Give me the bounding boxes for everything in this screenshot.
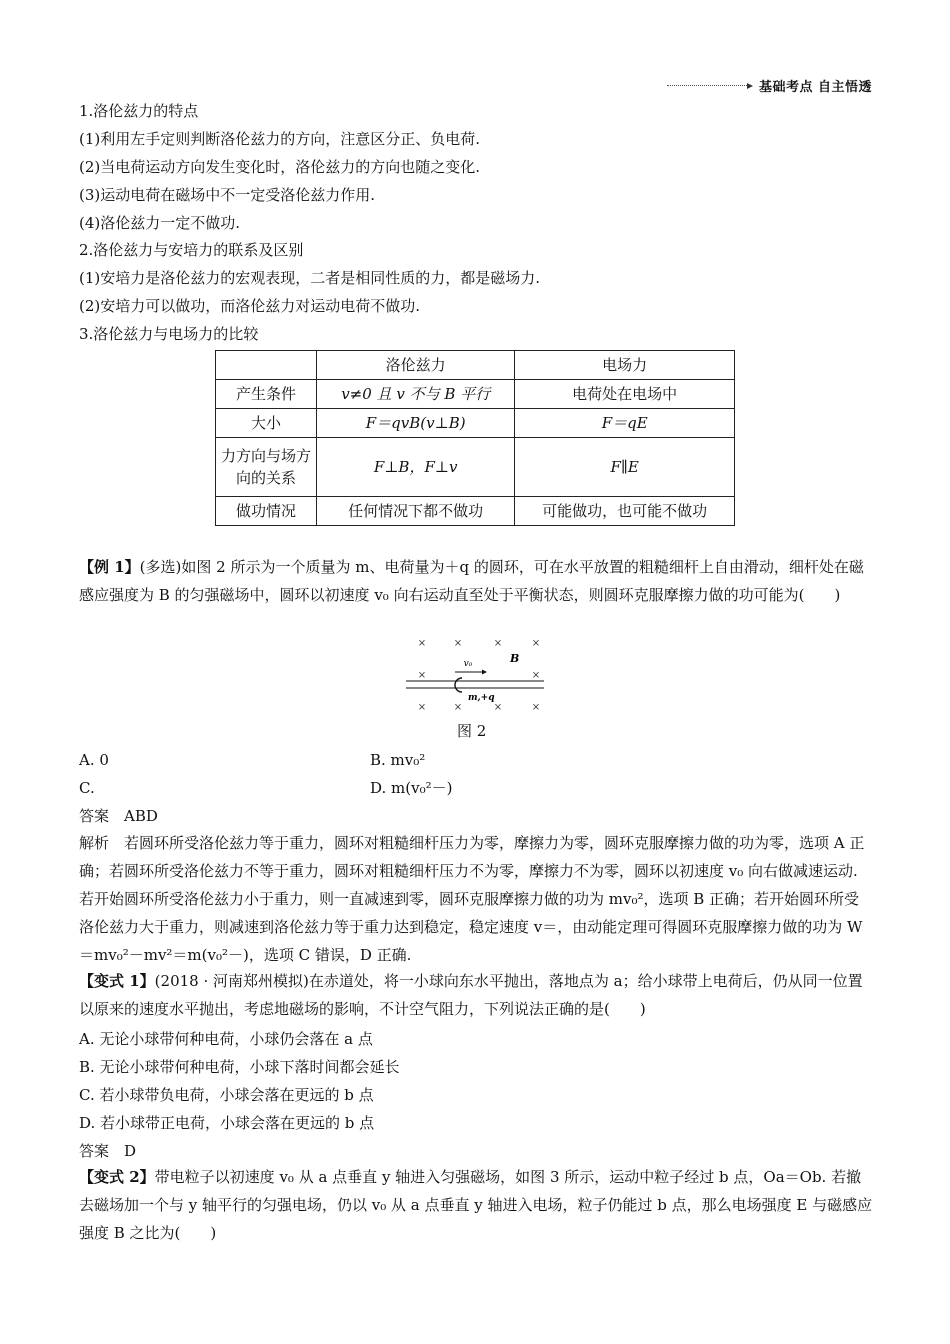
figure-2-caption: 图 2: [457, 722, 487, 740]
table-row-label: 大小: [216, 409, 317, 438]
field-cross-icon: ×: [531, 670, 541, 681]
field-cross-icon: ×: [417, 702, 427, 713]
header-dotted-line: [667, 85, 747, 86]
figure-2: [400, 632, 560, 714]
variant1-option-d: D. 若小球带正电荷，小球会落在更远的 b 点: [79, 1114, 375, 1132]
example1-option-b: B. mv₀²: [370, 751, 426, 769]
ring-label: m,+q: [468, 693, 495, 703]
field-cross-icon: ×: [453, 638, 463, 649]
field-cross-icon: ×: [417, 638, 427, 649]
example1-text: (多选)如图 2 所示为一个质量为 m、电荷量为＋q 的圆环，可在水平放置的粗糙细杆上自由滑动，细杆处在磁感应强度为 B 的匀强磁场中，圆环以初速度 v₀ 向右运动直至处于平衡状态，则圆环克服摩擦力做的功可能为( ): [79, 558, 864, 604]
velocity-arrowhead-icon: [482, 670, 487, 675]
field-cross-icon: ×: [493, 702, 503, 713]
table-cell-electric: F∥E: [515, 438, 735, 497]
example1-option-c: C.: [79, 779, 95, 797]
variant1-text: (2018 · 河南郑州模拟)在赤道处，将一小球向东水平抛出，落地点为 a；给小球带上电荷后，仍从同一位置以原来的速度水平抛出，考虑地磁场的影响，不计空气阻力，下列说法正确的是( ): [79, 972, 863, 1018]
table-cell-lorentz: F＝qvB(v⊥B): [317, 409, 515, 438]
velocity-label: v₀: [463, 659, 473, 669]
table-header-lorentz: 洛伦兹力: [317, 351, 515, 380]
example1-paragraph: [79, 553, 874, 609]
comparison-table: [215, 350, 735, 526]
field-cross-icon: ×: [493, 638, 503, 649]
variant1-option-b: B. 无论小球带何种电荷，小球下落时间都会延长: [79, 1058, 400, 1076]
sec1-item-2: (2)当电荷运动方向发生变化时，洛伦兹力的方向也随之变化.: [79, 158, 481, 176]
table-row: [216, 409, 735, 438]
table-row-label: 做功情况: [216, 497, 317, 526]
sec2-item-2: (2)安培力可以做功，而洛伦兹力对运动电荷不做功.: [79, 297, 421, 315]
ring-icon: [455, 678, 462, 692]
table-row-label: 产生条件: [216, 380, 317, 409]
table-row: [216, 438, 735, 497]
variant1-answer: 答案 D: [79, 1142, 137, 1160]
table-cell-electric: F＝qE: [515, 409, 735, 438]
table-header-row: [216, 351, 735, 380]
sec2-item-1: (1)安培力是洛伦兹力的宏观表现，二者是相同性质的力，都是磁场力.: [79, 269, 541, 287]
table-row-label: 力方向与场方向的关系: [216, 438, 317, 497]
table-cell-lorentz: 任何情况下都不做功: [317, 497, 515, 526]
table-header-corner: [216, 351, 317, 380]
example1-option-a: A. 0: [79, 751, 109, 769]
sec1-title: 1.洛伦兹力的特点: [79, 102, 199, 120]
field-cross-icon: ×: [417, 670, 427, 681]
table-cell-lorentz: F⊥B，F⊥v: [317, 438, 515, 497]
field-label: B: [510, 652, 520, 665]
table-header-electric: 电场力: [515, 351, 735, 380]
variant1-option-a: A. 无论小球带何种电荷，小球仍会落在 a 点: [79, 1030, 373, 1048]
table-row: [216, 497, 735, 526]
sec3-title: 3.洛伦兹力与电场力的比较: [79, 325, 259, 343]
variant2-tag: 【变式 2】: [79, 1168, 155, 1186]
sec1-item-4: (4)洛伦兹力一定不做功.: [79, 214, 241, 232]
sec1-item-3: (3)运动电荷在磁场中不一定受洛伦兹力作用.: [79, 186, 376, 204]
field-cross-icon: ×: [531, 702, 541, 713]
example1-tag: 【例 1】: [79, 558, 140, 576]
field-cross-icon: ×: [453, 702, 463, 713]
variant1-tag: 【变式 1】: [79, 972, 155, 990]
field-cross-icon: ×: [531, 638, 541, 649]
header-arrow-icon: [747, 83, 753, 89]
header-title: 基础考点 自主悟透: [758, 80, 872, 95]
table-cell-electric: 可能做功，也可能不做功: [515, 497, 735, 526]
example1-option-d: D. m(v₀²－): [370, 779, 453, 797]
variant1-paragraph: [79, 967, 874, 1023]
example1-analysis: 解析 若圆环所受洛伦兹力等于重力，圆环对粗糙细杆压力为零，摩擦力为零，圆环克服摩擦力做的功为零，选项 A 正确；若圆环所受洛伦兹力不等于重力，圆环对粗糙细杆压力不为零，摩擦力不为零，圆环以初速度 v₀ 向右做减速运动. 若开始圆环所受洛伦兹力小于重力，则一直减速到零，圆环克服摩擦力做的功为 mv₀²，选项 B 正确；若开始圆环所受洛伦兹力大于重力，则减速到洛伦兹力等于重力达到稳定，稳定速度 v＝，由动能定理可得圆环克服摩擦力做的功为 W＝mv₀²－mv²＝m(v₀²－)，选项 C 错误，D 正确.: [79, 834, 865, 964]
variant2-paragraph: [79, 1163, 874, 1247]
sec2-title: 2.洛伦兹力与安培力的联系及区别: [79, 241, 304, 259]
table-cell-electric: 电荷处在电场中: [515, 380, 735, 409]
example1-answer: 答案 ABD: [79, 807, 158, 825]
sec1-item-1: (1)利用左手定则判断洛伦兹力的方向，注意区分正、负电荷.: [79, 130, 481, 148]
section-header: [667, 76, 872, 95]
variant2-text: 带电粒子以初速度 v₀ 从 a 点垂直 y 轴进入匀强磁场，如图 3 所示，运动中粒子经过 b 点，Oa＝Ob. 若撤去磁场加一个与 y 轴平行的匀强电场，仍以 v₀ 从 a 点垂直 y 轴进入电场，粒子仍能过 b 点，那么电场强度 E 与磁感应强度 B 之比为( ): [79, 1168, 873, 1242]
variant1-option-c: C. 若小球带负电荷，小球会落在更远的 b 点: [79, 1086, 374, 1104]
table-row: [216, 380, 735, 409]
table-cell-lorentz: v≠0 且 v 不与 B 平行: [317, 380, 515, 409]
